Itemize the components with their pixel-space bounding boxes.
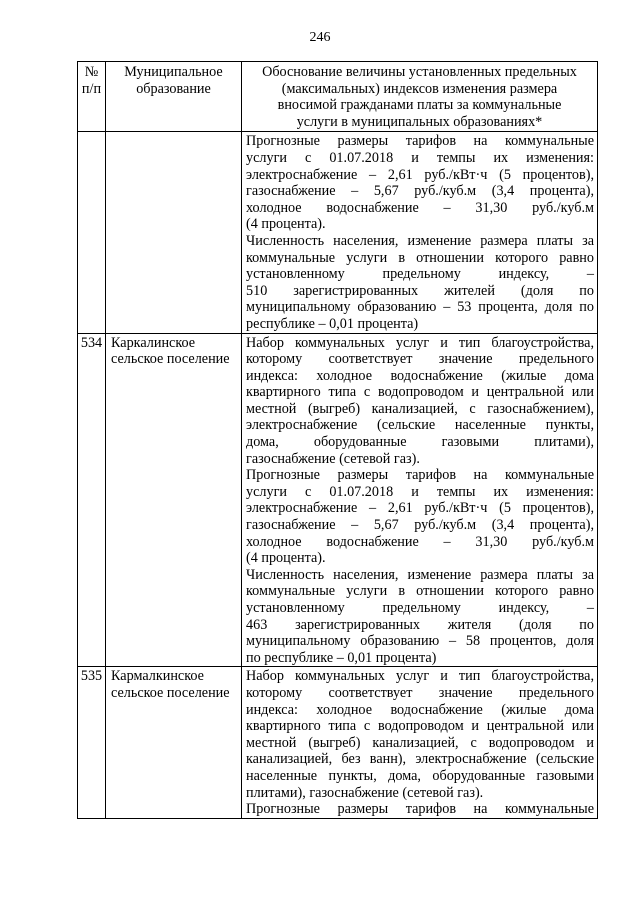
table-row xyxy=(78,333,598,667)
municipality-name-line: сельское поселение xyxy=(111,684,230,701)
justification-line: 510 зарегистрированных жителей (доля по xyxy=(246,282,594,299)
justification-line: электроснабжение (сельские населенные пункты, xyxy=(246,417,594,434)
table-row xyxy=(78,667,598,818)
header-municipality xyxy=(106,62,242,132)
header-number-line: № xyxy=(84,64,99,80)
justification-line: Прогнозные размеры тарифов на коммунальные xyxy=(246,133,594,150)
header-justification-line: вносимой гражданами платы за коммунальные xyxy=(277,97,562,114)
justification-line: установленному предельному индексу, – xyxy=(246,266,594,283)
justification-line: муниципальному образованию – 58 процентов, доля xyxy=(246,633,594,650)
justification-line: холодное водоснабжение – 31,30 руб./куб.м xyxy=(246,533,594,550)
justification-paragraph xyxy=(246,233,594,333)
municipality-name-line: Кармалкинское xyxy=(111,668,204,685)
justification-line: населенные пункты, дома, оборудованные газовыми xyxy=(246,767,594,784)
justification-line: по республике – 0,01 процента) xyxy=(246,649,437,666)
justification-line: индекса: холодное водоснабжение (жилые дома xyxy=(246,367,594,384)
justification-line: электроснабжение – 2,61 руб./кВт·ч (5 процентов), xyxy=(246,500,594,517)
justification-cell xyxy=(242,667,598,818)
justification-paragraph xyxy=(246,668,594,801)
justification-line: газоснабжение – 5,67 руб./куб.м (3,4 процента), xyxy=(246,517,594,534)
header-municipality-line: Муниципальное xyxy=(124,64,223,80)
justification-line: Численность населения, изменение размера платы за xyxy=(246,232,594,249)
justification-line: муниципальному образованию – 53 процента, доля по xyxy=(246,299,594,316)
table-header-row xyxy=(78,62,598,132)
justification-line: Набор коммунальных услуг и тип благоустройства, xyxy=(246,334,594,351)
header-number xyxy=(78,62,106,132)
justification-line: услуги с 01.07.2018 и темпы их изменения: xyxy=(246,149,594,166)
justification-line: квартирного типа с водопроводом и центральной или xyxy=(246,384,594,401)
justification-cell xyxy=(242,132,598,333)
justification-paragraph xyxy=(246,567,594,667)
header-justification-line: услуги в муниципальных образованиях* xyxy=(296,113,543,130)
municipality-cell xyxy=(106,667,242,818)
justification-line: которому соответствует значение предельного xyxy=(246,684,594,701)
justification-line: квартирного типа с водопроводом и центральной или xyxy=(246,718,594,735)
table-row xyxy=(78,132,598,333)
justification-line: канализацией, без ванн), электроснабжение (сельские xyxy=(246,751,594,768)
municipality-cell xyxy=(106,132,242,333)
tariff-justification-table xyxy=(77,61,598,819)
header-justification xyxy=(242,62,598,132)
municipality-name-line: сельское поселение xyxy=(111,351,230,368)
justification-line: газоснабжение – 5,67 руб./куб.м (3,4 процента), xyxy=(246,183,594,200)
justification-line: местной (выгреб) канализацией, с водопроводом и xyxy=(246,734,594,751)
justification-paragraph xyxy=(246,467,594,567)
justification-line: Прогнозные размеры тарифов на коммунальные xyxy=(246,467,594,484)
justification-line: газоснабжение (сетевой газ). xyxy=(246,450,420,467)
justification-line: коммунальные услуги в отношении которого равно xyxy=(246,583,594,600)
header-number-line: п/п xyxy=(81,80,102,97)
justification-line: местной (выгреб) канализацией, с газоснабжением), xyxy=(246,400,594,417)
row-number: 534 xyxy=(78,333,106,667)
justification-paragraph xyxy=(246,801,594,818)
header-justification-line: (максимальных) индексов изменения размера xyxy=(281,80,558,97)
header-justification-line: Обоснование величины установленных предельных xyxy=(262,64,577,80)
justification-line: (4 процента). xyxy=(246,550,326,567)
justification-line: дома, оборудованные газовыми плитами), xyxy=(246,434,594,451)
row-number: 535 xyxy=(78,667,106,818)
header-municipality-line: образование xyxy=(136,80,211,97)
justification-line: (4 процента). xyxy=(246,216,326,233)
justification-line: Набор коммунальных услуг и тип благоустройства, xyxy=(246,668,594,685)
page-number: 246 xyxy=(309,30,331,45)
justification-line: установленному предельному индексу, – xyxy=(246,600,594,616)
justification-cell xyxy=(242,333,598,667)
justification-paragraph xyxy=(246,335,594,468)
justification-line: услуги с 01.07.2018 и темпы их изменения: xyxy=(246,483,594,500)
justification-line: которому соответствует значение предельного xyxy=(246,351,594,368)
justification-line: электроснабжение – 2,61 руб./кВт·ч (5 процентов), xyxy=(246,166,594,183)
justification-line: Численность населения, изменение размера платы за xyxy=(246,566,594,583)
justification-line: холодное водоснабжение – 31,30 руб./куб.м xyxy=(246,199,594,216)
justification-line: индекса: холодное водоснабжение (жилые дома xyxy=(246,701,594,718)
justification-line: республике – 0,01 процента) xyxy=(246,315,419,332)
justification-line: плитами), газоснабжение (сетевой газ). xyxy=(246,784,484,801)
justification-line: коммунальные услуги в отношении которого равно xyxy=(246,249,594,266)
municipality-cell xyxy=(106,333,242,667)
municipality-name-line: Каркалинское xyxy=(111,334,196,351)
justification-line: 463 зарегистрированных жителя (доля по xyxy=(246,616,594,633)
row-number xyxy=(78,132,106,333)
justification-paragraph xyxy=(246,133,594,233)
justification-line: Прогнозные размеры тарифов на коммунальные xyxy=(246,801,594,818)
